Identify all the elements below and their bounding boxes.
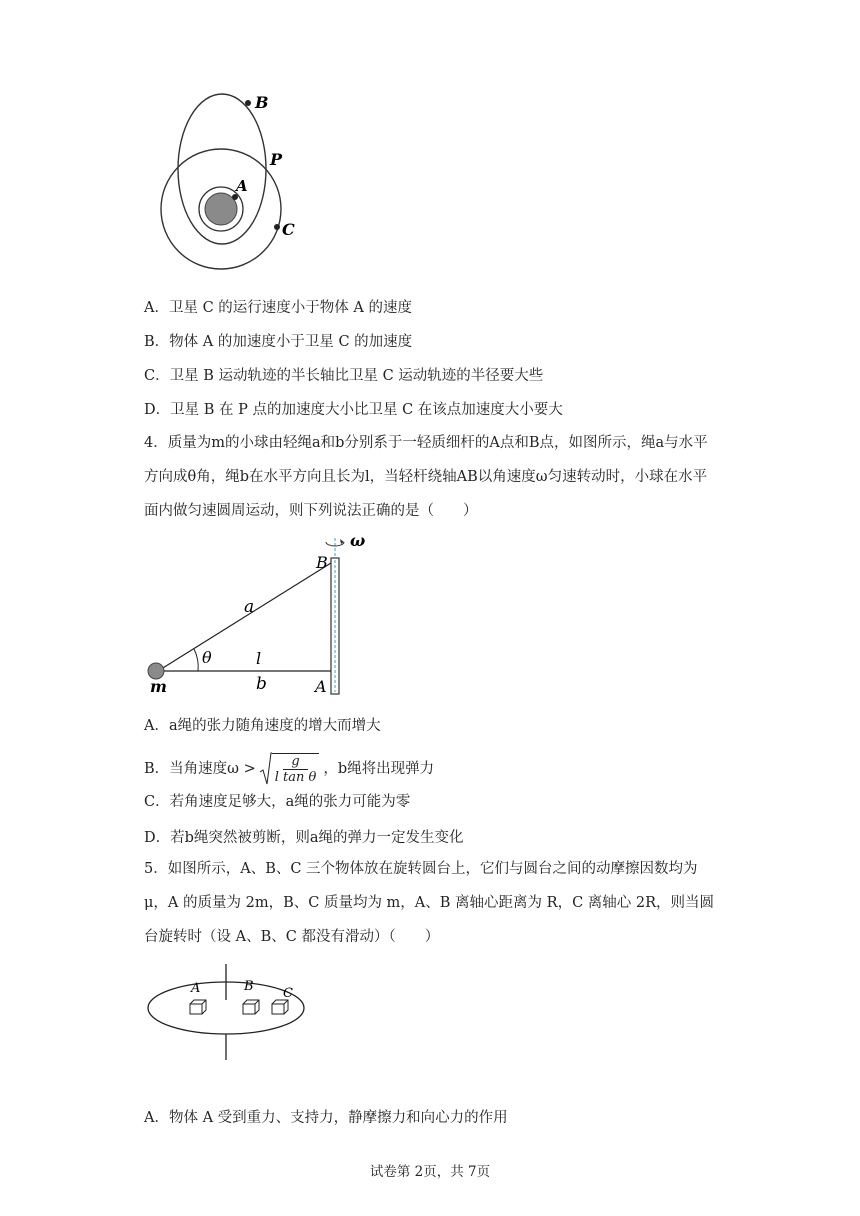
q4-option-b-suffix: ，b绳将出现弹力 <box>323 761 435 777</box>
label-b: B <box>244 979 254 994</box>
q4-option-a: A．a绳的张力随角速度的增大而增大 <box>144 718 381 734</box>
q4-option-d: D．若b绳突然被剪断，则a绳的弹力一定发生变化 <box>144 830 464 846</box>
label-a-point: A <box>315 677 327 696</box>
q5-stem: 5．如图所示，A、B、C 三个物体放在旋转圆台上，它们与圆台之间的动摩擦因数均为μ，A 的质量为 2m，B、C 质量均为 m，A、B 离轴心距离为 R，C 离轴心 2R，则当圆台旋转时（设 A、B、C 都没有滑动）（ ） <box>144 861 715 945</box>
label-b: B <box>255 93 269 112</box>
block-c <box>272 1000 288 1014</box>
string-a <box>158 563 331 671</box>
label-a-string: a <box>244 597 255 617</box>
point-c-dot <box>274 224 280 230</box>
rod-string-figure <box>140 530 366 696</box>
sqrt-sign <box>260 752 272 786</box>
turntable-figure <box>140 960 320 1065</box>
label-b: B <box>316 553 328 572</box>
q4-option-c: C．若角速度足够大，a绳的张力可能为零 <box>144 794 411 810</box>
label-l: l <box>256 649 262 668</box>
fraction-denominator: l tan θ <box>274 770 317 785</box>
label-a: A <box>236 177 248 195</box>
block-b <box>243 1000 259 1014</box>
q4-option-b-prefix: B．当角速度ω > <box>144 761 256 777</box>
page-footer: 试卷第 2页，共 7页 <box>369 1164 491 1180</box>
fraction-numerator: g <box>283 754 307 770</box>
label-omega: ω <box>350 531 366 550</box>
q3-option-c: C．卫星 B 运动轨迹的半长轴比卫星 C 运动轨迹的半径要大些 <box>144 368 544 384</box>
sqrt-expression <box>260 752 320 786</box>
label-a: A <box>191 981 201 996</box>
q4-option-b <box>144 752 434 786</box>
q4-stem: 4．质量为m的小球由轻绳a和b分别系于一轻质细杆的A点和B点，如图所示，绳a与水平方向成θ角，绳b在水平方向且长为l，当轻杆绕轴AB以角速度ω匀速转动时，小球在水平面内做匀速圆周运动，则下列说法正确的是（ ） <box>144 435 708 519</box>
q3-option-a: A．卫星 C 的运行速度小于物体 A 的速度 <box>144 300 412 316</box>
label-p: P <box>270 150 283 169</box>
label-c: C <box>282 220 295 239</box>
q5-option-a: A．物体 A 受到重力、支持力，静摩擦力和向心力的作用 <box>144 1110 508 1126</box>
point-b-dot <box>245 100 251 106</box>
orbit-figure <box>150 80 310 275</box>
label-b-string: b <box>256 674 267 694</box>
label-theta: θ <box>202 648 212 667</box>
angle-arc <box>194 649 198 671</box>
label-c: C <box>283 986 293 1001</box>
q3-option-d: D．卫星 B 在 P 点的加速度大小比卫星 C 在该点加速度大小要大 <box>144 402 563 418</box>
block-a <box>190 1000 206 1014</box>
label-m: m <box>150 677 167 696</box>
q3-option-b: B．物体 A 的加速度小于卫星 C 的加速度 <box>144 334 413 350</box>
